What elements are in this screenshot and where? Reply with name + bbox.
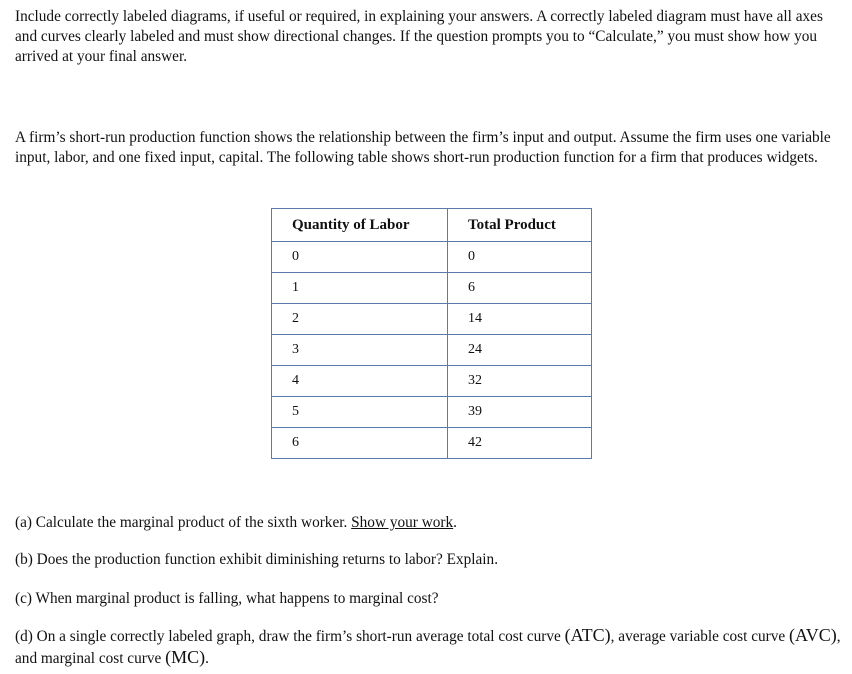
labor-cell: 5 [272,397,448,428]
question-a-text: (a) Calculate the marginal product of the sixth worker. [15,514,352,531]
table-row [272,273,592,304]
question-c: (c) When marginal product is falling, what happens to marginal cost? [15,590,439,607]
labor-cell: 4 [272,366,448,397]
labor-cell: 1 [272,273,448,304]
labor-cell: 2 [272,304,448,335]
total-product-cell: 0 [448,242,592,273]
production-table [271,208,592,459]
table-row [272,397,592,428]
mc-label: (MC) [165,647,206,667]
table-row [272,242,592,273]
labor-cell: 0 [272,242,448,273]
total-product-cell: 14 [448,304,592,335]
labor-cell: 3 [272,335,448,366]
table-header-row [272,209,592,242]
question-b: (b) Does the production function exhibit diminishing returns to labor? Explain. [15,551,499,568]
header-quantity-of-labor: Quantity of Labor [272,209,448,242]
question-a-end: . [453,514,457,531]
table-row [272,335,592,366]
question-d-part2: , average variable cost curve [610,628,790,645]
intro-paragraph: A firm’s short-run production function shows the relationship between the firm’s input and output. Assume the firm uses one variable input, labor, and one fixed input, capital. The following table shows short-run production function for a firm that produces widgets. [15,129,831,166]
total-product-cell: 39 [448,397,592,428]
instructions-paragraph: Include correctly labeled diagrams, if useful or required, in explaining your answers. A correctly labeled diagram must have all axes and curves clearly labeled and must show directional changes. If the question prompts you to “Calculate,” you must show how you arrived at your final answer. [15,8,823,65]
show-your-work-underline: Show your work [351,514,454,531]
header-total-product: Total Product [448,209,592,242]
avc-label: (AVC) [789,625,837,645]
question-d [15,625,845,669]
total-product-cell: 42 [448,428,592,459]
total-product-cell: 6 [448,273,592,304]
total-product-cell: 32 [448,366,592,397]
table-row [272,428,592,459]
table-row [272,304,592,335]
table-row [272,366,592,397]
atc-label: (ATC) [564,625,611,645]
question-d-part1: (d) On a single correctly labeled graph, draw the firm’s short-run average total cost curve [15,628,565,645]
question-d-end: . [205,650,209,667]
question-d-part3: , and marginal cost curve [15,628,841,667]
labor-cell: 6 [272,428,448,459]
total-product-cell: 24 [448,335,592,366]
question-a [15,513,845,533]
